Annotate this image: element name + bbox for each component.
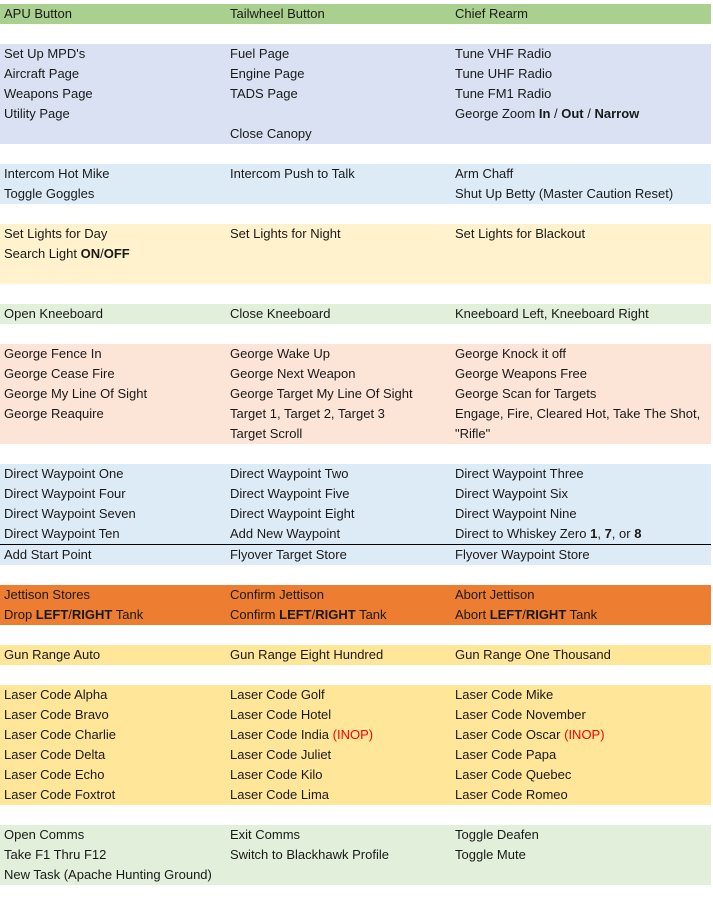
command-text: George Target My Line Of Sight [230,386,413,401]
command-text: Jettison Stores [4,587,90,602]
command-row [0,544,711,565]
command-cell [230,344,330,364]
command-row [0,64,711,84]
command-text: Gun Range Eight Hundred [230,647,384,662]
command-cell [455,384,596,404]
command-text: Close Canopy [230,126,312,141]
command-text: Tank [355,607,387,622]
section-comms [0,825,711,885]
command-text: Direct to Whiskey Zero [455,526,591,541]
command-cell [230,64,304,84]
command-text: Laser Code Quebec [455,767,572,782]
section-spacer [0,444,711,464]
command-cell [4,484,126,504]
command-text: , or [611,526,635,541]
command-cell [455,104,639,124]
command-text: Gun Range One Thousand [455,647,611,662]
command-text: George My Line Of Sight [4,386,148,401]
bold-text: Narrow [594,106,640,121]
command-text: Tank [566,607,598,622]
bold-text: RIGHT [525,607,567,622]
command-text: Set Up MPD's [4,46,86,61]
bold-text: RIGHT [315,607,356,622]
command-text: Tune UHF Radio [455,66,553,81]
command-text: Switch to Blackhawk Profile [230,847,389,862]
section-kneeboard [0,304,711,324]
section-spacer [0,324,711,344]
command-text: Intercom Push to Talk [230,166,355,181]
command-cell [230,825,300,845]
command-text: Laser Code Romeo [455,787,568,802]
command-cell [455,545,590,565]
command-cell [230,745,331,765]
command-text: Laser Code November [455,707,586,722]
command-text: George Reaquire [4,406,104,421]
command-row [0,605,711,625]
command-cell [4,464,123,484]
command-text: Tank [112,607,144,622]
section-spacer [0,144,711,164]
command-cell [4,404,104,424]
command-text: Take F1 Thru F12 [4,847,107,862]
command-text: Add Start Point [4,547,92,562]
command-text: Laser Code India [230,727,333,742]
command-text: Open Comms [4,827,85,842]
command-row [0,865,711,885]
command-text: Engage, Fire, Cleared Hot, Take The Shot, [455,406,701,421]
command-cell [4,184,94,204]
command-text: Set Lights for Blackout [455,226,586,241]
command-cell [455,164,513,184]
command-text: New Task (Apache Hunting Ground) [4,867,212,882]
command-text: Target 1, Target 2, Target 3 [230,406,385,421]
command-cell [230,765,323,785]
command-cell [4,605,143,625]
command-row [0,504,711,524]
command-text: George Fence In [4,346,102,361]
command-text: Target Scroll [230,426,303,441]
command-cell [4,64,79,84]
command-cell [455,364,587,384]
command-text: Laser Code Oscar [455,727,565,742]
command-cell [4,504,136,524]
command-cell [4,785,115,805]
voice-command-sheet [0,4,711,885]
command-row [0,344,711,364]
bold-text: 7 [604,526,612,541]
command-text: Intercom Hot Mike [4,166,110,181]
command-text: George Zoom [455,106,539,121]
command-row [0,745,711,765]
command-row [0,264,711,284]
command-text: Laser Code Hotel [230,707,332,722]
command-text: Direct Waypoint Seven [4,506,136,521]
command-text: George Next Weapon [230,366,356,381]
command-cell [230,424,302,444]
command-row [0,464,711,484]
command-cell [455,484,568,504]
command-text: Direct Waypoint Four [4,486,126,501]
command-cell [4,304,103,324]
command-text: George Cease Fire [4,366,115,381]
command-text: Laser Code Papa [455,747,557,762]
command-cell [230,304,330,324]
command-cell [230,504,355,524]
command-text: Direct Waypoint Three [455,466,584,481]
command-cell [4,224,107,244]
command-cell [4,725,116,745]
command-cell [455,84,551,104]
command-row [0,244,711,264]
command-row [0,384,711,404]
command-text: Toggle Deafen [455,827,539,842]
command-cell [455,464,584,484]
command-cell [230,84,298,104]
command-cell [230,4,325,24]
command-row [0,424,711,444]
command-cell [455,184,673,204]
section-spacer [0,204,711,224]
command-cell [230,605,387,625]
command-cell [230,164,355,184]
command-cell [4,244,130,264]
command-cell [4,545,91,565]
section-lights [0,224,711,284]
command-text: Engine Page [230,66,305,81]
command-cell [4,685,107,705]
command-text: Utility Page [4,106,70,121]
command-text: Laser Code Bravo [4,707,109,722]
command-text: Abort Jettison [455,587,535,602]
command-text: / [583,106,595,121]
command-cell [4,84,93,104]
command-cell [230,645,383,665]
command-text: Fuel Page [230,46,290,61]
command-text: Weapons Page [4,86,93,101]
command-cell [230,845,389,865]
command-cell [455,645,611,665]
command-cell [4,825,84,845]
section-gun-range [0,645,711,665]
command-text: Direct Waypoint One [4,466,124,481]
section-spacer [0,625,711,645]
command-text: / [550,106,562,121]
command-text: Close Kneeboard [230,306,331,321]
command-text: Confirm Jettison [230,587,324,602]
command-cell [230,705,331,725]
section-george [0,344,711,444]
command-row [0,184,711,204]
command-cell [4,865,212,885]
bold-text: RIGHT [71,607,113,622]
command-text: Search Light [4,246,81,261]
inop-label: (INOP) [564,727,605,742]
command-row [0,404,711,424]
command-row [0,104,711,124]
command-cell [230,785,329,805]
command-row [0,585,711,605]
command-row [0,524,711,544]
command-cell [455,605,597,625]
command-text: George Scan for Targets [455,386,597,401]
bold-text: ON [80,246,101,261]
command-row [0,765,711,785]
command-cell [4,705,109,725]
command-text: Kneeboard Left, Kneeboard Right [455,306,649,321]
command-text: Add New Waypoint [230,526,341,541]
command-cell [455,845,526,865]
command-text: Abort [455,607,490,622]
command-text: Laser Code Foxtrot [4,787,116,802]
inop-label: (INOP) [332,727,374,742]
command-row [0,364,711,384]
command-cell [4,4,72,24]
command-text: Set Lights for Night [230,226,341,241]
command-text: Shut Up Betty (Master Caution Reset) [455,186,674,201]
command-text: Direct Waypoint Two [230,466,349,481]
command-cell [230,364,356,384]
command-text: Set Lights for Day [4,226,108,241]
command-text: TADS Page [230,86,298,101]
bold-text: LEFT [35,607,69,622]
command-text: Arm Chaff [455,166,514,181]
command-cell [455,224,585,244]
command-row [0,224,711,244]
command-cell [230,484,349,504]
command-text: Laser Code Mike [455,687,554,702]
command-text: Drop [4,607,36,622]
command-text: Chief Rearm [455,6,528,21]
bold-text: LEFT [489,607,523,622]
command-text: Toggle Mute [455,847,526,862]
command-text: Direct Waypoint Six [455,486,568,501]
command-text: Confirm [230,607,280,622]
command-cell [4,585,90,605]
section-spacer [0,665,711,685]
command-row [0,845,711,865]
section-spacer [0,805,711,825]
command-cell [4,645,100,665]
command-text: Aircraft Page [4,66,80,81]
command-text: Direct Waypoint Ten [4,526,120,541]
command-cell [455,585,535,605]
section-intercom [0,164,711,204]
command-cell [455,404,700,424]
command-cell [455,504,577,524]
command-text: George Weapons Free [455,366,587,381]
command-cell [230,725,373,745]
command-text: Laser Code Lima [230,787,329,802]
command-text: / [100,246,104,261]
command-cell [4,524,120,544]
command-row [0,84,711,104]
command-cell [230,404,385,424]
command-text: Tune VHF Radio [455,46,552,61]
command-text: , [597,526,605,541]
command-cell [4,44,85,64]
command-text: Laser Code Delta [4,747,106,762]
command-cell [4,845,106,865]
section-spacer [0,565,711,585]
command-text: Flyover Waypoint Store [455,547,590,562]
command-text: Toggle Goggles [4,186,95,201]
command-text: Laser Code Charlie [4,727,117,742]
command-text: Direct Waypoint Five [230,486,350,501]
section-spacer [0,24,711,44]
command-cell [4,745,105,765]
command-text: Direct Waypoint Eight [230,506,355,521]
command-row [0,645,711,665]
command-text: Exit Comms [230,827,301,842]
command-text: Laser Code Echo [4,767,105,782]
command-cell [455,524,641,544]
command-cell [230,464,349,484]
command-text: Laser Code Alpha [4,687,108,702]
command-text: Laser Code Kilo [230,767,323,782]
command-cell [455,705,586,725]
command-row [0,304,711,324]
command-cell [230,384,413,404]
section-pages [0,44,711,144]
command-text: / [522,607,526,622]
command-cell [455,424,490,444]
section-spacer [0,284,711,304]
command-row [0,164,711,184]
command-text: Open Kneeboard [4,306,104,321]
command-cell [4,104,70,124]
command-cell [455,725,605,745]
bold-text: Out [561,106,584,121]
command-text: Tune FM1 Radio [455,86,552,101]
command-cell [455,745,556,765]
command-text: APU Button [4,6,72,21]
command-row [0,785,711,805]
command-text: Laser Code Golf [230,687,325,702]
command-row [0,685,711,705]
command-cell [4,344,102,364]
command-text: / [68,607,72,622]
command-text: Direct Waypoint Nine [455,506,577,521]
command-cell [4,384,147,404]
command-cell [230,545,347,565]
command-text: Tailwheel Button [230,6,325,21]
command-row [0,4,711,24]
command-cell [455,64,552,84]
command-cell [455,785,568,805]
command-text: George Knock it off [455,346,567,361]
section-waypoints [0,464,711,565]
bold-text: LEFT [279,607,312,622]
command-cell [230,685,325,705]
command-cell [230,224,341,244]
command-cell [455,44,551,64]
command-text: Flyover Target Store [230,547,347,562]
section-header [0,4,711,24]
command-text: Gun Range Auto [4,647,101,662]
command-row [0,825,711,845]
command-text: Laser Code Juliet [230,747,332,762]
bold-text: In [538,106,551,121]
command-row [0,44,711,64]
command-cell [230,44,289,64]
command-cell [455,825,539,845]
command-cell [230,124,312,144]
command-row [0,484,711,504]
command-cell [4,164,109,184]
command-text: "Rifle" [455,426,491,441]
command-text: / [311,607,316,622]
command-cell [4,364,115,384]
command-cell [455,4,528,24]
section-jettison [0,585,711,625]
bold-text: 1 [590,526,598,541]
section-laser-codes [0,685,711,805]
bold-text: 8 [634,526,642,541]
command-cell [4,765,104,785]
command-cell [455,765,571,785]
command-cell [455,344,566,364]
bold-text: OFF [103,246,130,261]
command-cell [455,304,649,324]
command-row [0,705,711,725]
command-cell [230,524,340,544]
command-row [0,725,711,745]
command-text: George Wake Up [230,346,330,361]
command-cell [230,585,324,605]
command-cell [455,685,553,705]
command-row [0,124,711,144]
